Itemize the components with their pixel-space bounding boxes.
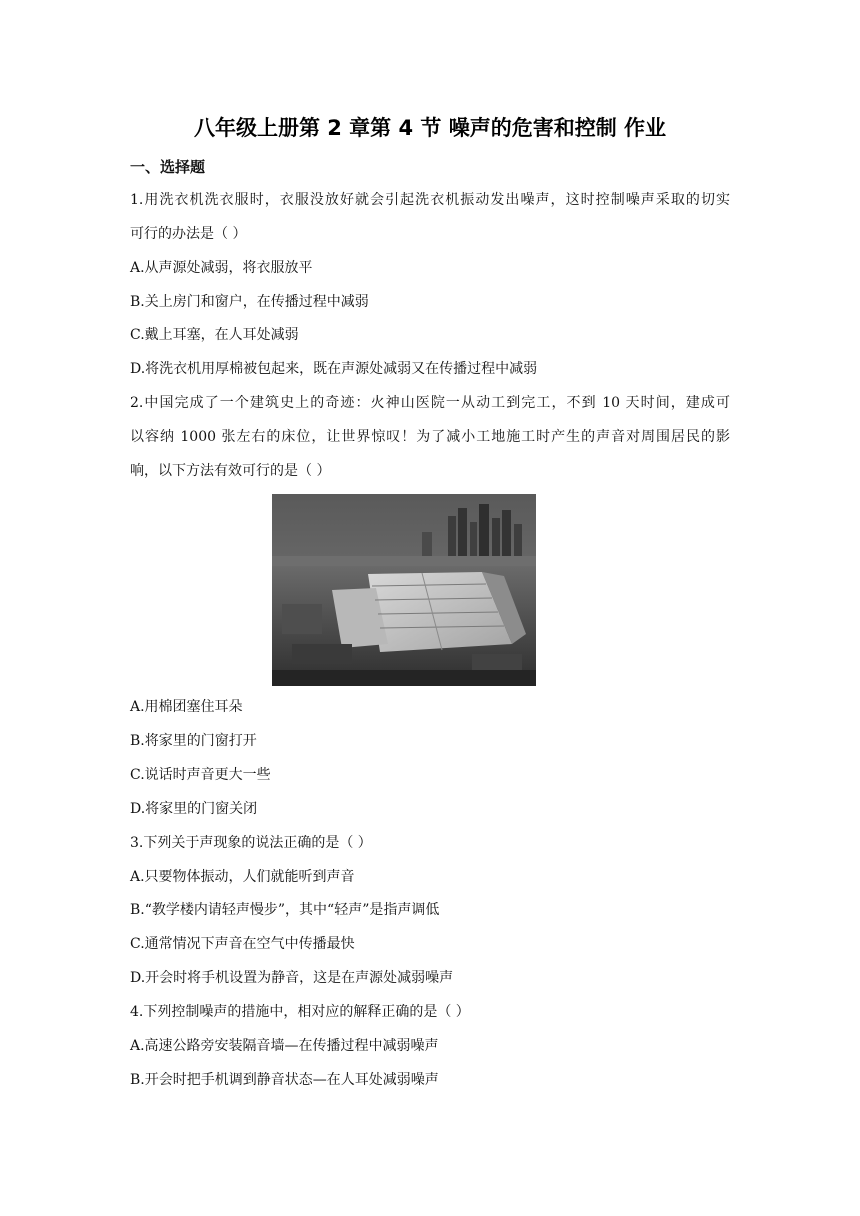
question-1-option-a: A.从声源处减弱，将衣服放平 [130, 260, 313, 276]
question-1-stem-line-2: 可行的办法是（ ） [130, 226, 247, 242]
question-4-stem: 4.下列控制噪声的措施中，相对应的解释正确的是（ ） [130, 1004, 470, 1020]
question-3-option-b: B.“教学楼内请轻声慢步”，其中“轻声”是指声调低 [130, 902, 440, 918]
question-2-option-d: D.将家里的门窗关闭 [130, 801, 258, 817]
question-2-stem-line-1: 2.中国完成了一个建筑史上的奇迹：火神山医院一从动工到完工，不到 10 天时间，建成可 [130, 395, 730, 411]
question-2-stem-line-2: 以容纳 1000 张左右的床位，让世界惊叹！为了减小工地施工时产生的声音对周围居民的影 [130, 429, 730, 445]
question-1-stem-line-1: 1.用洗衣机洗衣服时，衣服没放好就会引起洗衣机振动发出噪声，这时控制噪声采取的切实 [130, 192, 730, 208]
question-1-option-b: B.关上房门和窗户，在传播过程中减弱 [130, 294, 369, 310]
section-heading: 一、选择题 [130, 158, 206, 176]
question-2-option-c: C.说话时声音更大一些 [130, 767, 271, 783]
question-4-option-b: B.开会时把手机调到静音状态—在人耳处减弱噪声 [130, 1072, 439, 1088]
question-3-option-d: D.开会时将手机设置为静音，这是在声源处减弱噪声 [130, 970, 454, 986]
question-2-option-a: A.用棉团塞住耳朵 [130, 699, 243, 715]
question-4-option-a: A.高速公路旁安装隔音墙—在传播过程中减弱噪声 [130, 1038, 439, 1054]
construction-site-photo [272, 494, 536, 686]
question-1-option-d: D.将洗衣机用厚棉被包起来，既在声源处减弱又在传播过程中减弱 [130, 361, 538, 377]
question-3-option-a: A.只要物体振动，人们就能听到声音 [130, 869, 355, 885]
question-3-option-c: C.通常情况下声音在空气中传播最快 [130, 936, 355, 952]
page-title: 八年级上册第 2 章第 4 节 噪声的危害和控制 作业 [193, 116, 667, 140]
question-1-option-c: C.戴上耳塞，在人耳处减弱 [130, 327, 299, 343]
question-2-stem-line-3: 响，以下方法有效可行的是（ ） [130, 463, 331, 479]
question-3-stem: 3.下列关于声现象的说法正确的是（ ） [130, 835, 372, 851]
question-2-option-b: B.将家里的门窗打开 [130, 733, 257, 749]
